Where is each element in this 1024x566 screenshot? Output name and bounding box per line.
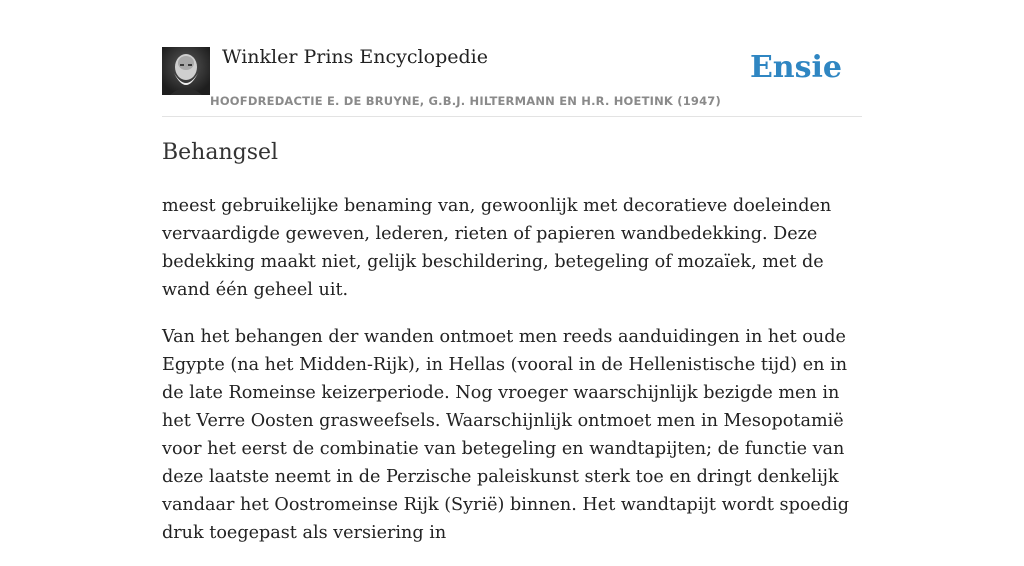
header [162, 44, 862, 117]
author-avatar[interactable] [162, 47, 210, 95]
paragraph: meest gebruikelijke benaming van, gewoonlijk met decoratieve doeleinden vervaardigde geweven, lederen, rieten of papieren wandbedekking. Deze bedekking maakt niet, gelijk beschildering, betegeling of mozaïek, met de wand één geheel uit. [162, 196, 832, 300]
article-body [162, 192, 864, 566]
editors-credit: HOOFDREDACTIE E. DE BRUYNE, G.B.J. HILTERMANN EN H.R. HOETINK (1947) [210, 94, 721, 108]
portrait-photo-icon [162, 47, 210, 95]
article-title: Behangsel [162, 140, 279, 165]
paragraph: Van het behangen der wanden ontmoet men reeds aanduidingen in het oude Egypte (na het Midden-Rijk), in Hellas (vooral in de Hellenistische tijd) en in de late Romeinse keizerperiode. Nog vroeger waarschijnlijk bezigde men in het Verre Oosten grasweefsels. Waarschijnlijk ontmoet men in Mesopotamië voor het eerst de combinatie van betegeling en wandtapijten; de functie van deze laatste neemt in de Perzische paleiskunst sterk toe en dringt denkelijk vandaar het Oostromeinse Rijk (Syrië) binnen. Het wandtapijt wordt spoedig druk toegepast als versiering in [162, 327, 849, 543]
brand-logo-link[interactable]: Ensie [749, 50, 842, 85]
book-title[interactable]: Winkler Prins Encyclopedie [222, 46, 488, 68]
